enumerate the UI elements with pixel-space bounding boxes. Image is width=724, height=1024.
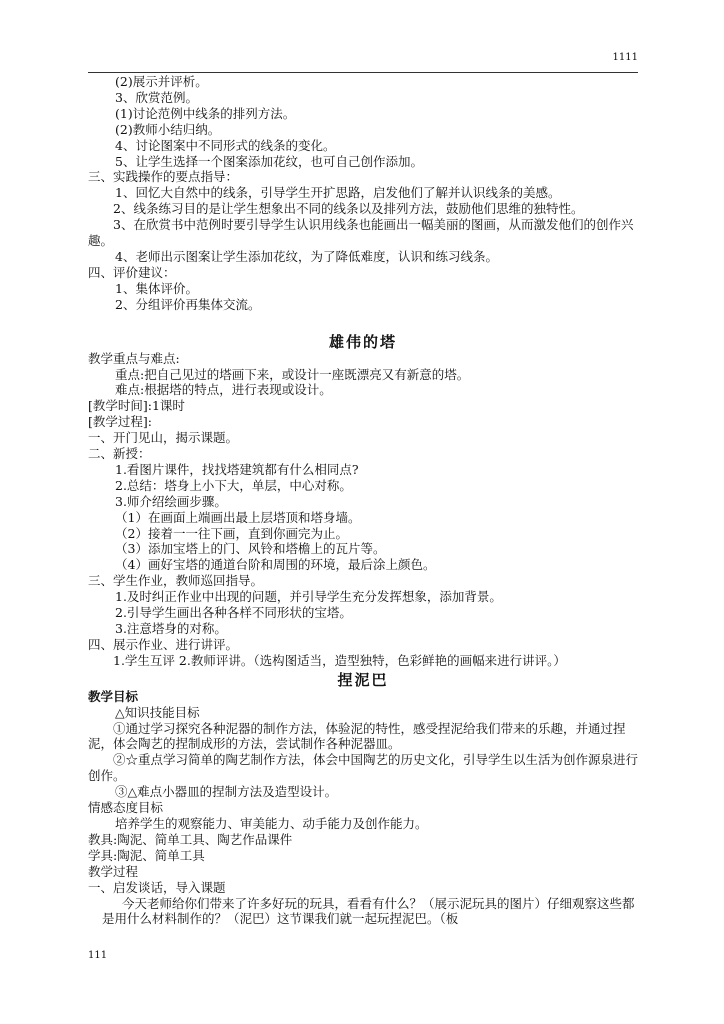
- text-line: 教具:陶泥、简单工具、陶艺作品课件: [88, 831, 293, 847]
- text-line: (2)展示并评析。: [115, 74, 208, 89]
- text-paragraph: 3、在欣赏书中范例时要引导学生认识用线条也能画出一幅美丽的图画，从而激发他们的创作兴趣。: [88, 217, 634, 249]
- text-line: 1、集体评价。: [115, 280, 198, 296]
- text-line: 重点:把自己见过的塔画下来，或设计一座既漂亮又有新意的塔。: [115, 366, 470, 382]
- text-line: 2.总结：塔身上小下大，单层，中心对称。: [115, 477, 352, 493]
- subsection-heading: 教学目标: [88, 688, 139, 704]
- text-line: 4、老师出示图案让学生添加花纹，为了降低难度，认识和练习线条。: [115, 248, 498, 264]
- text-line: 5、让学生选择一个图案添加花纹，也可自己创作添加。: [115, 153, 423, 169]
- text-line: 教学过程: [88, 863, 139, 879]
- text-line: [教学时间]:1课时: [88, 398, 185, 414]
- lesson-title-tower: 雄伟的塔: [328, 332, 397, 351]
- text-line: （1）在画面上端画出最上层塔顶和塔身墙。: [115, 509, 361, 525]
- text-line: 学具:陶泥、简单工具: [88, 847, 205, 863]
- text-paragraph: ①通过学习探究各种泥器的制作方法，体验泥的特性，感受捏泥给我们带来的乐趣，并通过捏泥，体会陶艺的捏制成形的方法，尝试制作各种泥器皿。: [88, 720, 626, 752]
- text-paragraph: 今天老师给你们带来了许多好玩的玩具，看看有什么？（展示泥玩具的图片）仔细观察这些都是用什么材料制作的？（泥巴）这节课我们就一起玩捏泥巴。（板: [102, 895, 635, 927]
- text-line: ③△难点小器皿的捏制方法及造型设计。: [115, 784, 338, 800]
- text-line: 3、欣赏范例。: [115, 89, 198, 105]
- text-paragraph: 2、线条练习目的是让学生想象出不同的线条以及排列方法，鼓励他们思维的独特性。: [113, 201, 584, 217]
- text-line: (1)讨论范例中线条的排列方法。: [115, 105, 296, 121]
- section-heading: 三、实践操作的要点指导：: [88, 169, 239, 185]
- text-line: 1.及时纠正作业中出现的问题，并引导学生充分发挥想象，添加背景。: [115, 589, 502, 605]
- section-heading: 一、开门见山，揭示课题。: [88, 430, 239, 446]
- text-line: [教学过程]:: [88, 414, 152, 430]
- text-line: 2.引导学生画出各种各样不同形状的宝塔。: [115, 605, 352, 621]
- text-line: 1、回忆大自然中的线条，引导学生开扩思路，启发他们了解并认识线条的美感。: [115, 185, 561, 201]
- section-heading: 三、学生作业，教师巡回指导。: [88, 573, 264, 589]
- text-line: （3）添加宝塔上的门、风铃和塔檐上的瓦片等。: [115, 541, 386, 557]
- text-line: 3.注意塔身的对称。: [115, 621, 227, 636]
- text-line: 情感态度目标: [88, 800, 164, 816]
- section-heading: 四、展示作业、进行讲评。: [88, 636, 239, 652]
- text-line: (2)教师小结归纳。: [115, 121, 221, 137]
- text-paragraph: 1.学生互评 2.教师评讲。（选构图适当，造型独特，色彩鲜艳的画幅来进行讲评。）: [113, 652, 566, 668]
- header-rule: [88, 72, 638, 73]
- section-heading: 四、评价建议：: [88, 264, 176, 280]
- text-line: 3.师介绍绘画步骤。: [115, 493, 227, 509]
- document-body: [88, 74, 638, 927]
- text-line: （4）画好宝塔的通道台阶和周围的环境，最后涂上颜色。: [115, 557, 436, 573]
- text-line: 教学重点与难点:: [88, 350, 180, 366]
- text-line: 1.看图片课件，找找塔建筑都有什么相同点?: [115, 461, 359, 477]
- text-line: △知识技能目标: [115, 704, 200, 720]
- page-header-number: 1111: [612, 52, 638, 63]
- text-line: 培养学生的观察能力、审美能力、动手能力及创作能力。: [115, 815, 428, 831]
- lesson-title-clay: 捏泥巴: [337, 670, 389, 689]
- section-heading: 二、新授：: [88, 446, 151, 462]
- text-line: 难点:根据塔的特点，进行表现或设计。: [115, 382, 332, 398]
- text-line: （2）接着一一往下画，直到你画完为止。: [115, 525, 348, 541]
- text-paragraph: ②☆重点学习简单的陶艺制作方法，体会中国陶艺的历史文化，引导学生以生活为创作源泉进行创作。: [88, 752, 639, 784]
- section-heading: 一、启发谈话，导入课题: [88, 879, 226, 895]
- text-line: 4、讨论图案中不同形式的线条的变化。: [115, 137, 336, 153]
- page-footer-number: 111: [88, 950, 108, 961]
- text-line: 2、分组评价再集体交流。: [115, 296, 261, 312]
